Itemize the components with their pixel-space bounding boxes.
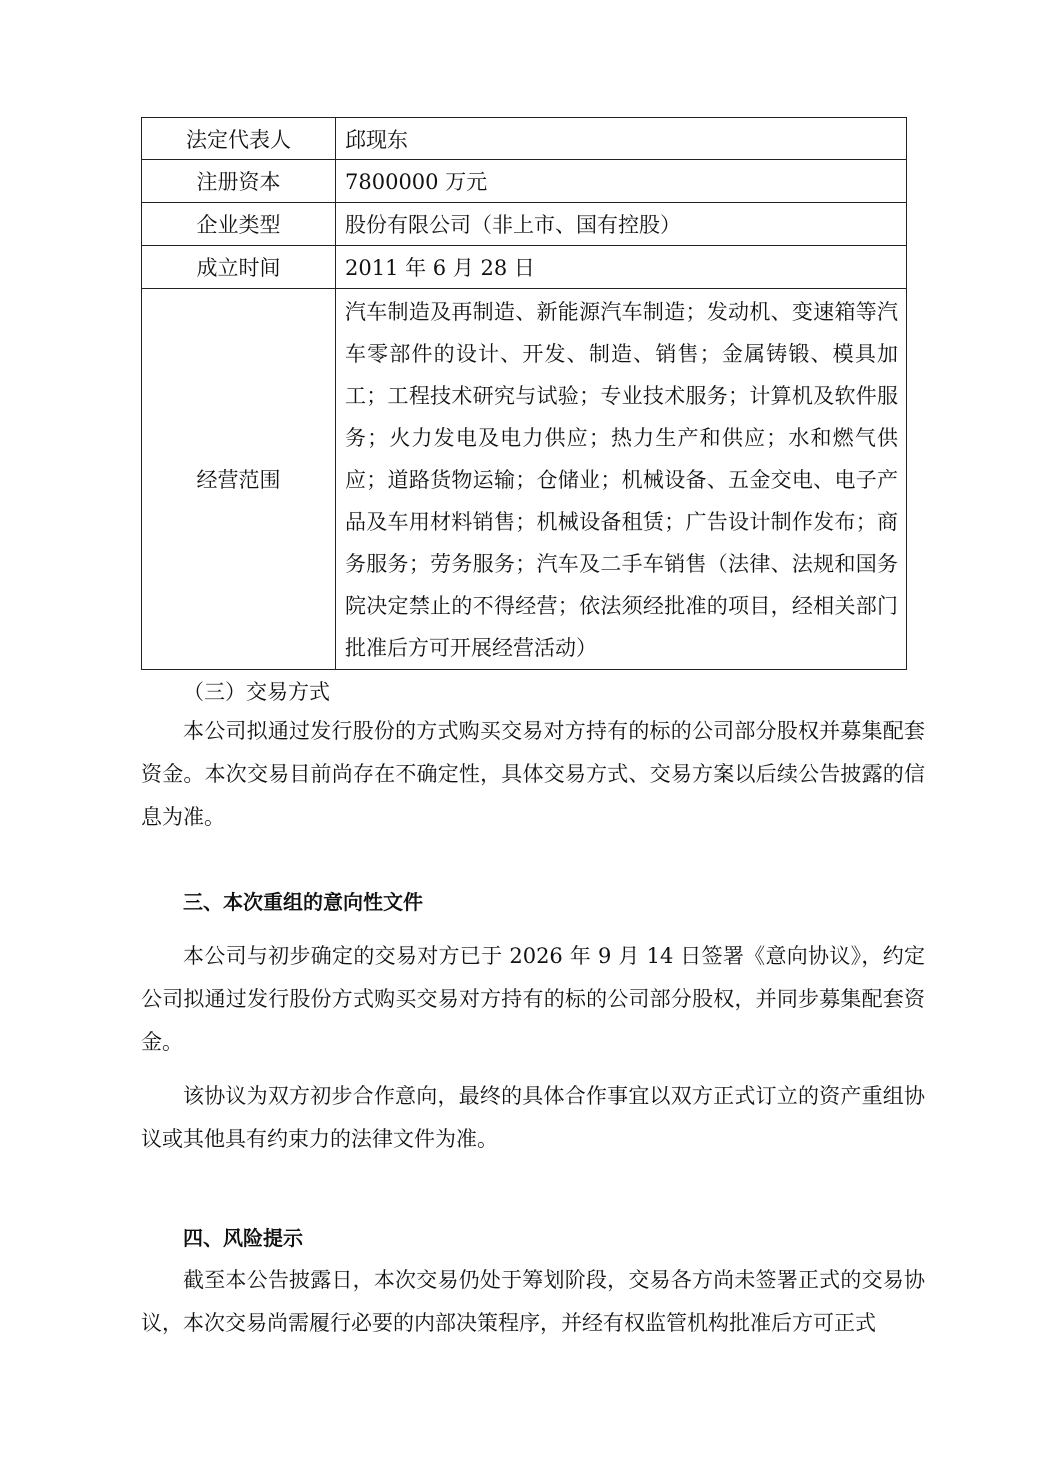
company-info-table [141,117,907,670]
registered-capital-label: 注册资本 [142,160,336,203]
section-three-heading: 三、本次重组的意向性文件 [183,890,423,914]
company-type-value: 股份有限公司（非上市、国有控股） [336,203,907,246]
table-row [142,246,907,289]
transaction-method-paragraph: 本公司拟通过发行股份的方式购买交易对方持有的标的公司部分股权并募集配套资金。本次交易目前尚存在不确定性，具体交易方式、交易方案以后续公告披露的信息为准。 [141,719,925,829]
registered-capital-value: 7800000 万元 [336,160,907,203]
business-scope-label: 经营范围 [142,289,336,670]
table-row [142,203,907,246]
table-row [142,289,907,670]
table-row [142,118,907,160]
established-date-label: 成立时间 [142,246,336,289]
section-four-heading: 四、风险提示 [183,1226,303,1250]
business-scope-value: 汽车制造及再制造、新能源汽车制造；发动机、变速箱等汽车零部件的设计、开发、制造、销售；金属铸锻、模具加工；工程技术研究与试验；专业技术服务；计算机及软件服务；火力发电及电力供应；热力生产和供应；水和燃气供应；道路货物运输；仓储业；机械设备、五金交电、电子产品及车用材料销售；机械设备租赁；广告设计制作发布；商务服务；劳务服务；汽车及二手车销售（法律、法规和国务院决定禁止的不得经营；依法须经批准的项目，经相关部门批准后方可开展经营活动） [345,300,898,660]
section-three-paragraph-2: 该协议为双方初步合作意向，最终的具体合作事宜以双方正式订立的资产重组协议或其他具有约束力的法律文件为准。 [141,1084,925,1151]
legal-rep-label: 法定代表人 [142,118,336,160]
section-four-paragraph: 截至本公告披露日，本次交易仍处于筹划阶段，交易各方尚未签署正式的交易协议，本次交易尚需履行必要的内部决策程序，并经有权监管机构批准后方可正式 [141,1268,925,1335]
company-type-label: 企业类型 [142,203,336,246]
transaction-method-heading: （三）交易方式 [183,680,330,704]
section-three-paragraph-1: 本公司与初步确定的交易对方已于 2026 年 9 月 14 日签署《意向协议》，约定公司拟通过发行股份方式购买交易对方持有的标的公司部分股权，并同步募集配套资金。 [141,944,925,1054]
established-date-value: 2011 年 6 月 28 日 [336,246,907,289]
legal-rep-value: 邱现东 [336,118,907,160]
table-row [142,160,907,203]
